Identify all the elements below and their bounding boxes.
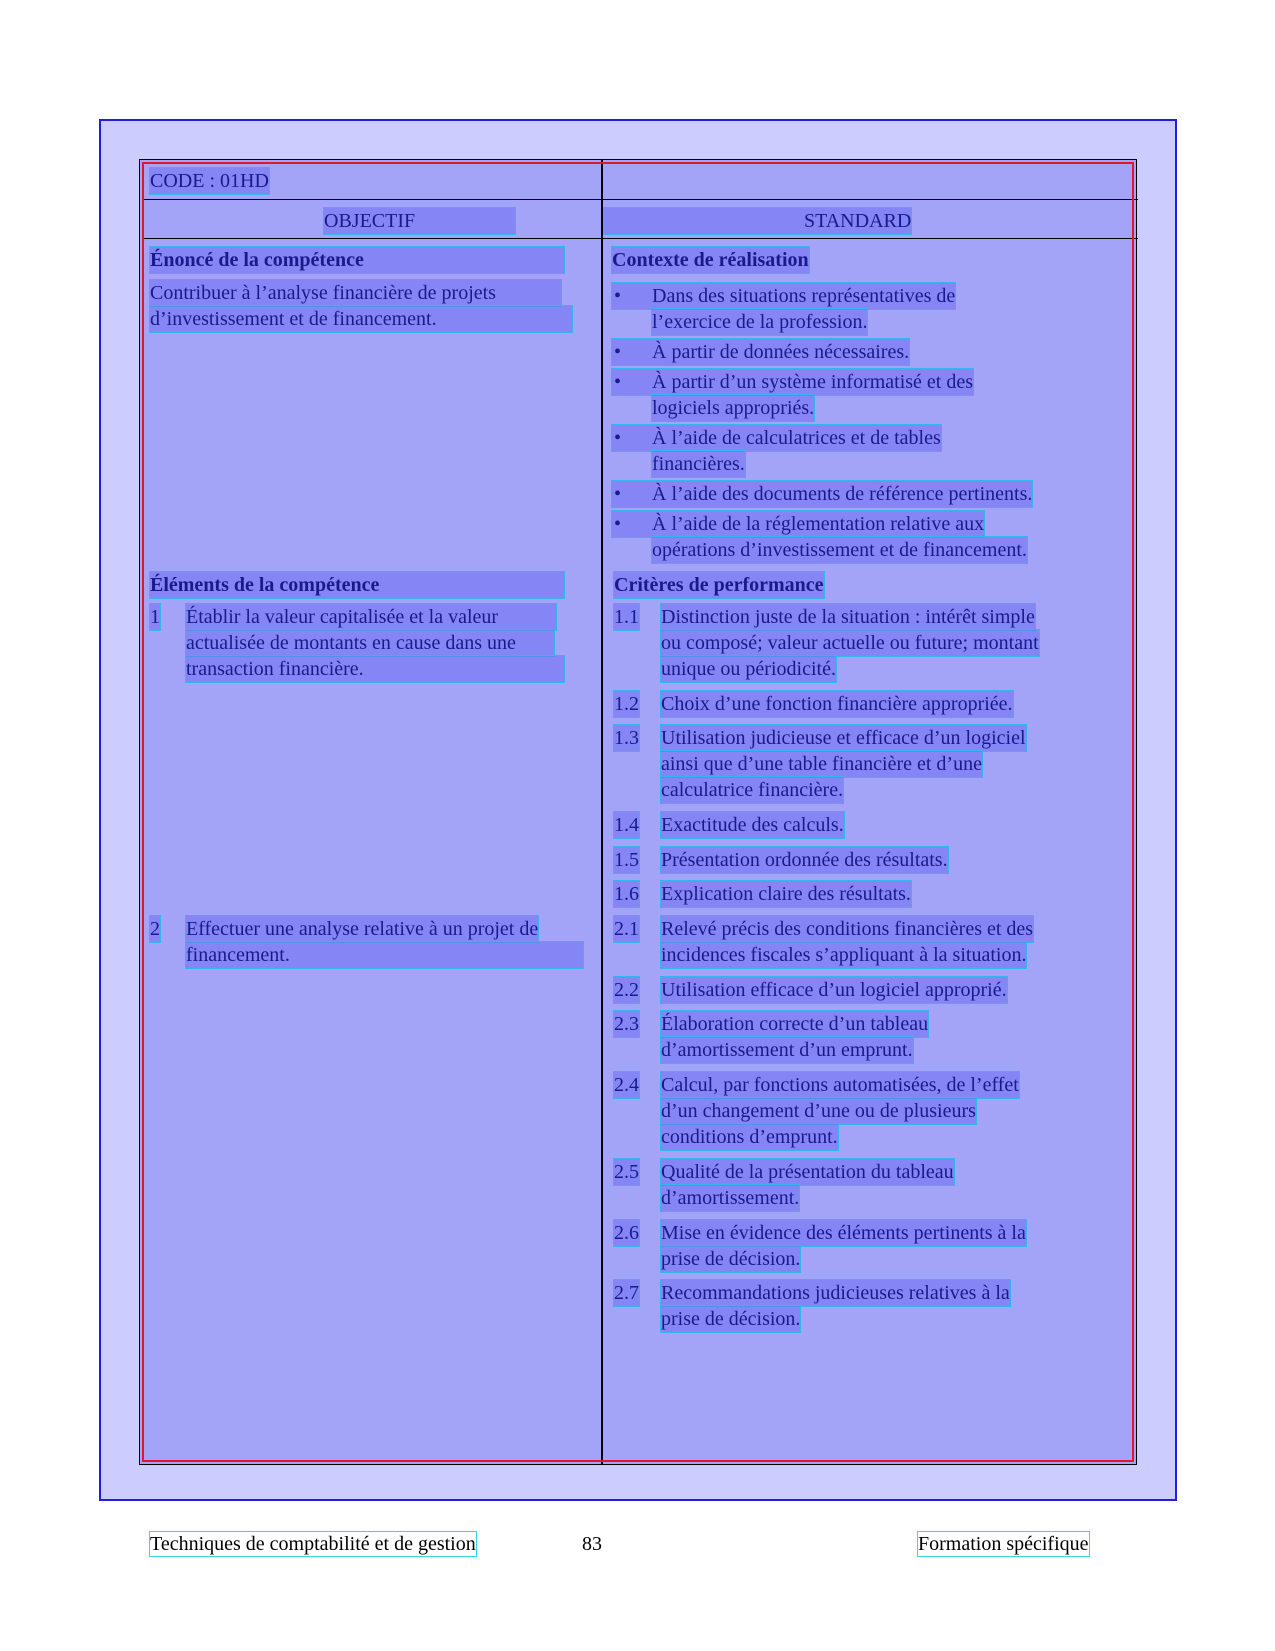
critere-line: Présentation ordonnée des résultats. <box>661 849 948 871</box>
element-1-line-3: transaction financière. <box>186 656 564 682</box>
critere-number: 1.6 <box>614 883 639 905</box>
row-divider-code <box>142 199 1138 200</box>
bullet-icon: • <box>614 341 622 363</box>
bullet-text-cont: opérations d’investissement et de financement. <box>652 539 1027 561</box>
bullet-item <box>612 511 984 537</box>
critere-line: Relevé précis des conditions financières et des <box>661 918 1034 940</box>
critere-line: Élaboration correcte d’un tableau <box>661 1013 929 1035</box>
element-number: 1 <box>150 606 160 628</box>
critere-line: Calcul, par fonctions automatisées, de l’effet <box>661 1074 1019 1096</box>
critere-number: 2.5 <box>614 1161 639 1183</box>
element-2-line-1: Effectuer une analyse relative à un projet de <box>186 918 539 940</box>
criteres-title: Critères de performance <box>614 574 824 596</box>
critere-number: 1.5 <box>614 849 639 871</box>
footer-section: Formation spécifique <box>918 1533 1089 1555</box>
bullet-icon: • <box>614 285 622 307</box>
elements-title: Éléments de la compétence <box>150 572 564 598</box>
critere-line: d’un changement d’une ou de plusieurs <box>661 1100 976 1122</box>
element-2-line-2: financement. <box>186 942 583 968</box>
critere-line: calculatrice financière. <box>661 779 844 801</box>
bullet-text: À l’aide de la réglementation relative aux <box>652 513 985 535</box>
element-1-line-1: Établir la valeur capitalisée et la valeur <box>186 604 556 630</box>
critere-line: Distinction juste de la situation : intérêt simple <box>661 606 1035 628</box>
critere-line: incidences fiscales s’appliquant à la situation. <box>661 944 1027 966</box>
bullet-icon: • <box>614 371 622 393</box>
critere-line: ainsi que d’une table financière et d’une <box>661 753 982 775</box>
column-divider <box>601 160 603 1464</box>
critere-line: Choix d’une fonction financière appropriée. <box>661 693 1013 715</box>
row-divider-header <box>142 238 1138 239</box>
bullet-item <box>612 425 941 451</box>
bullet-item <box>612 339 909 365</box>
critere-number: 2.3 <box>614 1013 639 1035</box>
element-1-line-2: actualisée de montants en cause dans une <box>186 630 554 656</box>
contexte-title: Contexte de réalisation <box>612 249 809 271</box>
critere-line: Qualité de la présentation du tableau <box>661 1161 954 1183</box>
critere-number: 1.1 <box>614 606 639 628</box>
bullet-icon: • <box>614 427 622 449</box>
critere-line: Recommandations judicieuses relatives à la <box>661 1282 1010 1304</box>
standard-header: STANDARD <box>604 208 911 234</box>
critere-line: Exactitude des calculs. <box>661 814 844 836</box>
objectif-header: OBJECTIF <box>324 208 515 234</box>
critere-line: unique ou périodicité. <box>661 658 836 680</box>
enonce-line-2: d’investissement et de financement. <box>150 306 572 332</box>
bullet-icon: • <box>614 483 622 505</box>
bullet-text: À partir de données nécessaires. <box>652 341 910 363</box>
critere-number: 1.3 <box>614 727 639 749</box>
bullet-icon: • <box>614 513 622 535</box>
bullet-text: À l’aide de calculatrices et de tables <box>652 427 941 449</box>
bullet-item <box>612 283 955 309</box>
critere-line: d’amortissement. <box>661 1187 800 1209</box>
code-label: CODE : 01HD <box>150 170 269 192</box>
critere-number: 1.2 <box>614 693 639 715</box>
critere-line: Utilisation judicieuse et efficace d’un logiciel <box>661 727 1026 749</box>
critere-number: 2.1 <box>614 918 639 940</box>
critere-number: 2.2 <box>614 979 639 1001</box>
critere-number: 2.4 <box>614 1074 639 1096</box>
critere-number: 2.6 <box>614 1222 639 1244</box>
bullet-text-cont: financières. <box>652 453 745 475</box>
footer-page-number: 83 <box>582 1533 602 1555</box>
bullet-text: Dans des situations représentatives de <box>652 285 956 307</box>
element-number: 2 <box>150 918 160 940</box>
bullet-text: À partir d’un système informatisé et des <box>652 371 974 393</box>
bullet-item <box>612 369 973 395</box>
footer-program: Techniques de comptabilité et de gestion <box>150 1533 476 1555</box>
bullet-text-cont: l’exercice de la profession. <box>652 311 868 333</box>
bullet-item <box>612 481 1032 507</box>
critere-number: 1.4 <box>614 814 639 836</box>
critere-line: Utilisation efficace d’un logiciel approprié. <box>661 979 1007 1001</box>
critere-number: 2.7 <box>614 1282 639 1304</box>
critere-line: prise de décision. <box>661 1248 801 1270</box>
critere-line: Mise en évidence des éléments pertinents à la <box>661 1222 1026 1244</box>
critere-line: d’amortissement d’un emprunt. <box>661 1039 913 1061</box>
critere-line: ou composé; valeur actuelle ou future; montant <box>661 632 1039 654</box>
enonce-title: Énoncé de la compétence <box>150 247 564 273</box>
bullet-text: À l’aide des documents de référence pertinents. <box>652 483 1033 505</box>
critere-line: conditions d’emprunt. <box>661 1126 838 1148</box>
critere-line: Explication claire des résultats. <box>661 883 911 905</box>
bullet-text-cont: logiciels appropriés. <box>652 397 815 419</box>
enonce-line-1: Contribuer à l’analyse financière de projets <box>150 280 561 306</box>
critere-line: prise de décision. <box>661 1308 801 1330</box>
